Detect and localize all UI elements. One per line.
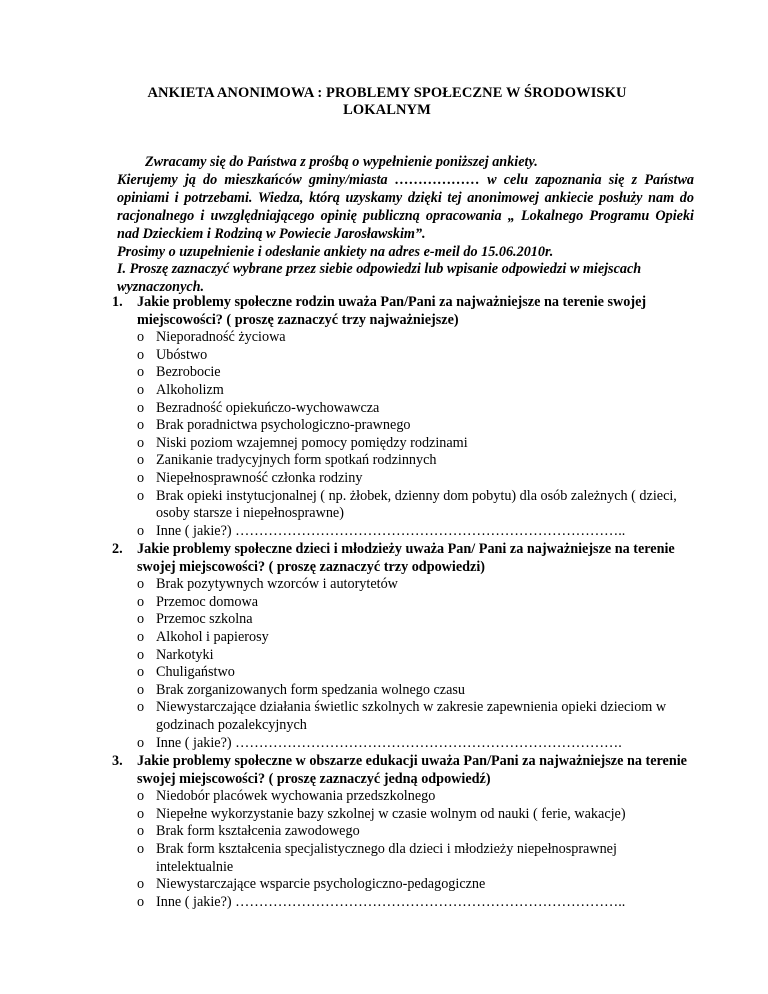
option-item[interactable]: o Brak form kształcenia zawodowego	[137, 823, 360, 840]
option-item[interactable]: o Brak zorganizowanych form spedzania wolnego czasu	[137, 681, 465, 698]
option-bullet[interactable]: o	[137, 576, 145, 593]
option-bullet[interactable]: o	[137, 452, 145, 469]
option-item[interactable]: o Niski poziom wzajemnej pomocy pomiędzy rodzinami	[137, 434, 468, 451]
intro-last: Prosimy o uzupełnienie i odesłanie ankiety na adres e-meil do 15.06.2010r.	[117, 244, 554, 260]
option-item[interactable]: o Brak form kształcenia specjalistycznego dla dzieci i młodzieży niepełnosprawnej intelektualnie	[137, 840, 617, 875]
option-item[interactable]: o Niewystarczające działania świetlic szkolnych w zakresie zapewnienia opieki dzieciom w godzinach pozalekcyjnych	[137, 699, 667, 733]
option-bullet[interactable]: o	[137, 893, 145, 910]
question-2	[112, 541, 692, 752]
options-list	[112, 788, 692, 911]
option-bullet[interactable]: o	[137, 346, 145, 363]
option-item[interactable]: o Nieporadność życiowa	[137, 329, 286, 346]
option-bullet[interactable]: o	[137, 628, 145, 645]
option-item[interactable]: o Alkoholizm	[137, 381, 224, 398]
title-line-2: LOKALNYM	[343, 102, 431, 118]
option-item-other[interactable]: o Inne ( jakie?) ………………………………………………………………………..	[137, 522, 626, 539]
option-bullet[interactable]: o	[137, 417, 145, 434]
option-item[interactable]: o Bezradność opiekuńczo-wychowawcza	[137, 399, 380, 416]
option-item-other[interactable]: o Inne ( jakie?) ………………………………………………………………………..	[137, 893, 626, 910]
option-bullet[interactable]: o	[137, 364, 145, 381]
options-list	[112, 576, 692, 752]
option-item-other[interactable]: o Inne ( jakie?) ……………………………………………………………………….	[137, 734, 622, 751]
option-item[interactable]: o Narkotyki	[137, 646, 214, 663]
option-bullet[interactable]: o	[137, 487, 145, 504]
option-item[interactable]: o Niepełne wykorzystanie bazy szkolnej w czasie wolnym od nauki ( ferie, wakacje)	[137, 805, 626, 822]
option-bullet[interactable]: o	[137, 840, 145, 857]
option-bullet[interactable]: o	[137, 664, 145, 681]
question-number: 3.	[112, 753, 123, 769]
question-1	[112, 294, 692, 540]
option-bullet[interactable]: o	[137, 876, 145, 893]
question-text: Jakie problemy społeczne w obszarze edukacji uważa Pan/Pani za najważniejsze na terenie swojej miejscowości? ( proszę zaznaczyć jedną odpowiedź)	[137, 753, 687, 787]
option-bullet[interactable]: o	[137, 469, 145, 486]
question-number: 2.	[112, 541, 123, 557]
option-item[interactable]: o Niepełnosprawność członka rodziny	[137, 469, 363, 486]
option-bullet[interactable]: o	[137, 788, 145, 805]
option-item[interactable]: o Niedobór placówek wychowania przedszkolnego	[137, 788, 436, 805]
options-list	[112, 329, 692, 540]
option-item[interactable]: o Zanikanie tradycyjnych form spotkań rodzinnych	[137, 452, 437, 469]
option-item[interactable]: o Brak poradnictwa psychologiczno-prawnego	[137, 417, 411, 434]
option-bullet[interactable]: o	[137, 399, 145, 416]
intro-body: Kierujemy ją do mieszkańców gminy/miasta ……………… w celu zapoznania się z Państwa opiniami i potrzebami. Wiedza, którą uzyskamy dzięki tej anonimowej ankiecie posłuży nam do racjonalnego i uwzględniającego opinię publiczną opracowania „ Lokalnego Programu Opieki nad Dzieckiem i Rodziną w Powiecie Jarosławskim”.	[117, 172, 694, 242]
option-bullet[interactable]: o	[137, 593, 145, 610]
option-bullet[interactable]: o	[137, 646, 145, 663]
question-text: Jakie problemy społeczne rodzin uważa Pan/Pani za najważniejsze na terenie swojej miejscowości? ( proszę zaznaczyć trzy najważniejsze)	[137, 294, 647, 328]
intro-line-1: Zwracamy się do Państwa z prośbą o wypełnienie poniższej ankiety.	[145, 154, 538, 170]
option-item[interactable]: o Brak opieki instytucjonalnej ( np. żłobek, dzienny dom pobytu) dla osób zależnych ( dzieci, osoby starsze i niepełnosprawne)	[137, 487, 677, 522]
instructions: I. Proszę zaznaczyć wybrane przez siebie odpowiedzi lub wpisanie odpowiedzi w miejscach wyznaczonych.	[117, 261, 642, 295]
option-bullet[interactable]: o	[137, 434, 145, 451]
option-bullet[interactable]: o	[137, 699, 145, 716]
option-item[interactable]: o Chuligaństwo	[137, 664, 235, 681]
title-line-1: ANKIETA ANONIMOWA : PROBLEMY SPOŁECZNE W ŚRODOWISKU	[147, 85, 627, 101]
option-item[interactable]: o Bezrobocie	[137, 364, 221, 381]
question-text: Jakie problemy społeczne dzieci i młodzieży uważa Pan/ Pani za najważniejsze na terenie swojej miejscowości? ( proszę zaznaczyć trzy odpowiedzi)	[137, 541, 675, 575]
option-item[interactable]: o Alkohol i papierosy	[137, 628, 269, 645]
option-item[interactable]: o Ubóstwo	[137, 346, 208, 363]
intro-paragraph	[117, 153, 694, 261]
option-bullet[interactable]: o	[137, 381, 145, 398]
question-3	[112, 753, 692, 911]
question-number: 1.	[112, 294, 123, 310]
option-item[interactable]: o Niewystarczające wsparcie psychologiczno-pedagogiczne	[137, 876, 486, 893]
option-item[interactable]: o Brak pozytywnych wzorców i autorytetów	[137, 576, 398, 593]
option-bullet[interactable]: o	[137, 823, 145, 840]
option-bullet[interactable]: o	[137, 522, 145, 539]
option-bullet[interactable]: o	[137, 681, 145, 698]
option-item[interactable]: o Przemoc szkolna	[137, 611, 253, 628]
option-bullet[interactable]: o	[137, 329, 145, 346]
option-bullet[interactable]: o	[137, 805, 145, 822]
option-bullet[interactable]: o	[137, 734, 145, 751]
option-bullet[interactable]: o	[137, 611, 145, 628]
page-title	[110, 85, 664, 119]
option-item[interactable]: o Przemoc domowa	[137, 593, 259, 610]
